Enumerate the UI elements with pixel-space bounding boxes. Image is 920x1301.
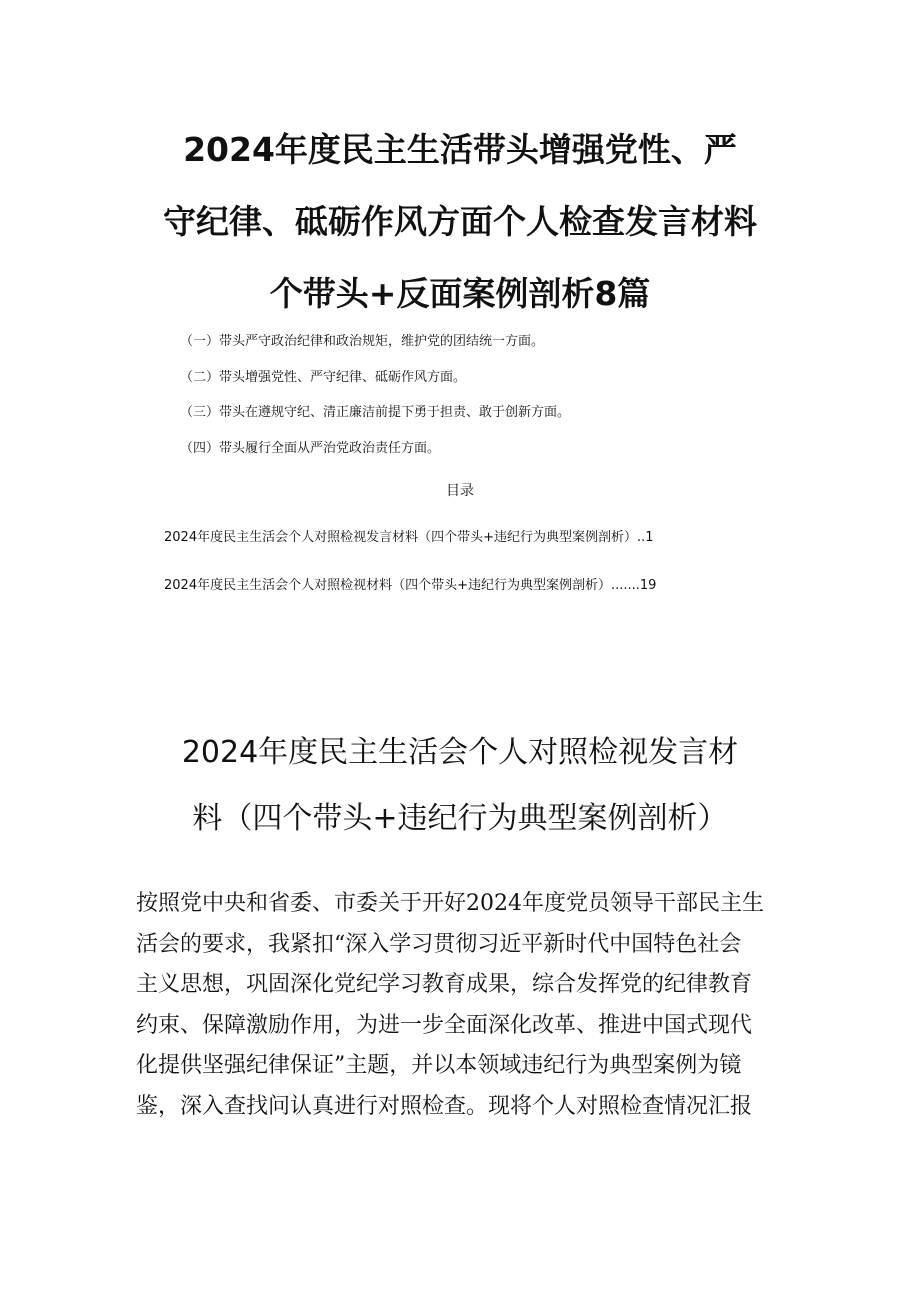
body-line: 约束、保障激励作用，为进一步全面深化改革、推进中国式现代 xyxy=(136,1012,753,1038)
aspect-item: （一）带头严守政治纪律和政治规矩，维护党的团结统一方面。 xyxy=(180,334,545,349)
toc-entry[interactable]: 2024年度民主生活会个人对照检视材料（四个带头+违纪行为典型案例剖析）.......19 xyxy=(164,578,657,593)
aspect-item: （三）带头在遵规守纪、清正廉洁前提下勇于担责、敢于创新方面。 xyxy=(180,405,571,420)
body-line: 活会的要求，我紧扣“深入学习贯彻习近平新时代中国特色社会 xyxy=(136,931,742,957)
main-title-line-2: 守纪律、砥砺作风方面个人检查发言材料 xyxy=(163,202,757,241)
toc-heading: 目录 xyxy=(446,483,474,499)
body-line: 主义思想，巩固深化党纪学习教育成果，综合发挥党的纪律教育 xyxy=(136,972,753,997)
body-line: 化提供坚强纪律保证”主题，并以本领域违纪行为典型案例为镜 xyxy=(136,1053,742,1078)
body-line: 鉴，深入查找问认真进行对照检查。现将个人对照检查情况汇报 xyxy=(136,1093,753,1119)
main-title-line-1: 2024年度民主生活带头增强党性、严 xyxy=(183,130,737,169)
section-title-line-1: 2024年度民主生活会个人对照检视发言材 xyxy=(181,735,739,770)
body-line: 按照党中央和省委、市委关于开好2024年度党员领导干部民主生 xyxy=(136,891,764,916)
section-title xyxy=(150,720,770,852)
table-of-contents xyxy=(164,528,656,624)
body-paragraph xyxy=(136,884,786,1127)
aspect-item: （四）带头履行全面从严治党政治责任方面。 xyxy=(180,440,441,456)
toc-entry[interactable]: 2024年度民主生活会个人对照检视发言材料（四个带头+违纪行为典型案例剖析）..1 xyxy=(164,530,654,545)
main-title-line-3: 个带头+反面案例剖析8篇 xyxy=(269,274,651,313)
document-main-title xyxy=(140,114,780,330)
aspect-item: （二）带头增强党性、严守纪律、砥砺作风方面。 xyxy=(180,369,467,385)
section-title-line-2: 料（四个带头+违纪行为典型案例剖析） xyxy=(192,801,728,836)
aspects-list xyxy=(180,332,570,474)
